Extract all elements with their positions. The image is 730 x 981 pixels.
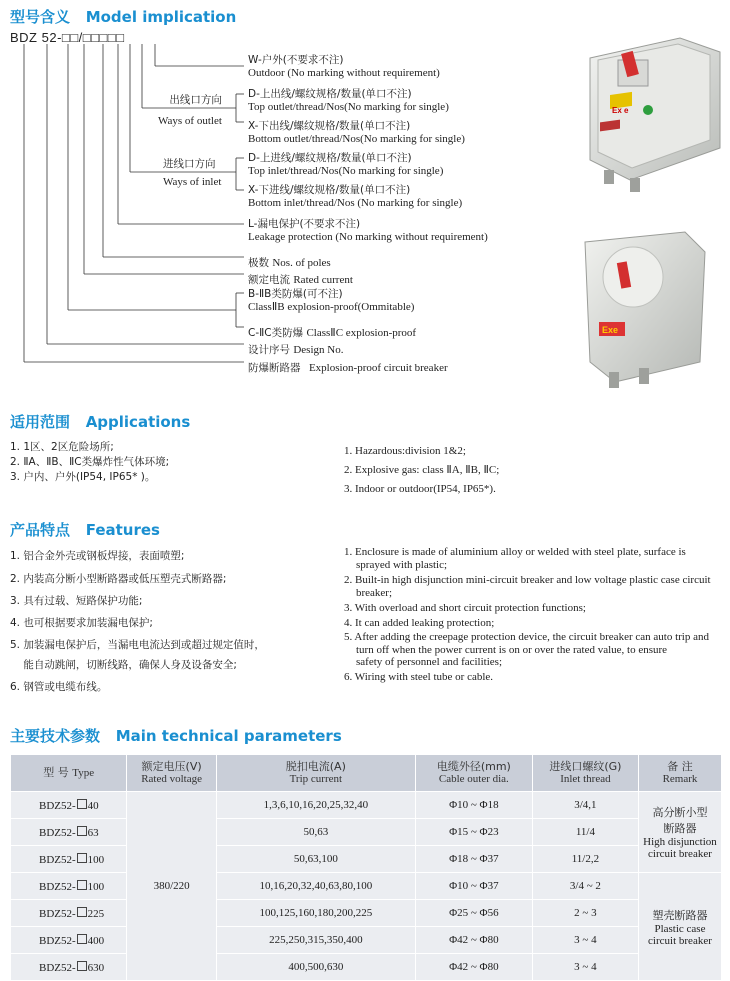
model-code: BDZ 52-□□/□□□□□: [10, 30, 125, 45]
table-row: BDZ52- 40 380/220 1,3,6,10,16,20,25,32,40 Φ10 ~ Φ18 3/4,1 高分断小型断路器 High disjunction circuit breaker: [11, 792, 722, 819]
model-item-class-c: C-ⅡC类防爆 ClassⅡC explosion-proof: [248, 327, 417, 339]
list-item: 1. Hazardous:division 1&2;: [344, 445, 466, 457]
model-item-bottom-outlet: X-下出线/螺纹规格/数量(单口不注) Bottom outlet/thread/Nos(No marking for single): [248, 120, 465, 145]
model-item-poles: 极数 Nos. of poles: [248, 257, 331, 269]
model-item-design-no: 设计序号 Design No.: [248, 344, 344, 356]
applications-list-cn: [10, 440, 169, 485]
header-cable: 电缆外径(mm) Cable outer dia.: [415, 755, 532, 792]
table-header-row: [11, 755, 722, 792]
exe-label-bottom: Exe: [602, 325, 619, 335]
list-item: 2. Explosive gas: class ⅡA, ⅡB, ⅡC;: [344, 464, 500, 476]
model-item-leakage: L-漏电保护(不要求不注) Leakage protection (No marking without requirement): [248, 218, 488, 243]
applications-heading: 适用范围 Applications: [10, 413, 191, 431]
list-item: 3. With overload and short circuit protection functions;: [344, 602, 586, 614]
model-heading: 型号含义 Model implication: [10, 8, 237, 26]
list-item: 3. 户内、户外(IP54, IP65* )。: [10, 471, 156, 483]
table-row: BDZ52- 63 50,63 Φ15 ~ Φ23 11/4: [11, 819, 722, 846]
model-item-explosion-proof: 防爆断路器 Explosion-proof circuit breaker: [248, 362, 448, 374]
header-trip: 脱扣电流(A) Trip current: [216, 755, 415, 792]
table-row: BDZ52- 225 100,125,160,180,200,225 Φ25 ~ Φ56 2 ~ 3: [11, 900, 722, 927]
feature-cn-4: 4. 也可根据要求加装漏电保护;: [10, 617, 153, 629]
list-item: 1. Enclosure is made of aluminium alloy or welded with steel plate, surface is sprayed with plastic;: [344, 546, 686, 571]
remark-mccb: 塑壳断路器 Plastic case circuit breaker: [638, 873, 721, 981]
header-voltage: 额定电压(V) Rated voltage: [127, 755, 216, 792]
applications-list-en: [344, 442, 499, 499]
table-row: BDZ52- 400 225,250,315,350,400 Φ42 ~ Φ80 3 ~ 4: [11, 927, 722, 954]
table-row: BDZ52- 100 10,16,20,32,40,63,80,100 Φ10 ~ Φ37 3/4 ~ 2 塑壳断路器 Plastic case circuit breaker: [11, 873, 722, 900]
product-image-top: [560, 30, 730, 200]
header-remark: 备 注 Remark: [638, 755, 721, 792]
features-heading: 产品特点 Features: [10, 521, 160, 539]
outlet-label: 出线口方向 Ways of outlet: [158, 94, 222, 127]
list-item: 4. It can added leaking protection;: [344, 616, 495, 629]
model-item-outdoor: W-户外(不要求不注) Outdoor (No marking without requirement): [248, 54, 440, 79]
feature-cn-5b: 能自动跳闸，切断线路，确保人身及设备安全;: [10, 659, 237, 671]
model-item-top-outlet: D-上出线/螺纹规格/数量(单口不注) Top outlet/thread/Nos(No marking for single): [248, 88, 449, 113]
inlet-label: 进线口方向 Ways of inlet: [163, 158, 222, 188]
params-table: [10, 754, 722, 981]
list-item: 6. Wiring with steel tube or cable.: [344, 670, 494, 683]
header-type: 型 号 Type: [11, 755, 127, 792]
features-list-en: [344, 546, 722, 683]
feature-cn-3: 3. 具有过载、短路保护功能;: [10, 595, 143, 607]
feature-cn-1: 1. 铝合金外壳或钢板焊接，表面喷塑;: [10, 550, 185, 562]
model-item-top-inlet: D-上进线/螺纹规格/数量(单口不注) Top inlet/thread/Nos(No marking for single): [248, 152, 444, 177]
list-item: 2. ⅡA、ⅡB、ⅡC类爆炸性气体环境;: [10, 456, 170, 468]
list-item: 2. Built-in high disjunction mini-circuit breaker and low voltage plastic case circuit breaker;: [344, 574, 711, 599]
header-thread: 进线口螺纹(G) Inlet thread: [532, 755, 638, 792]
list-item: 1. 1区、2区危险场所;: [10, 441, 114, 453]
table-row: BDZ52- 100 50,63,100 Φ18 ~ Φ37 11/2,2: [11, 846, 722, 873]
exe-label-top: Ex e: [612, 106, 629, 115]
voltage-cell: 380/220: [127, 792, 216, 981]
model-item-rated-current: 额定电流 Rated current: [248, 274, 353, 286]
model-item-bottom-inlet: X-下进线/螺纹规格/数量(单口不注) Bottom inlet/thread/Nos (No marking for single): [248, 184, 463, 209]
list-item: 5. After adding the creepage protection device, the circuit breaker can auto trip and turn off when the power current is on or over the rated value, to ensure safety of personnel and facilities;: [344, 631, 709, 668]
product-image-bottom: [555, 222, 730, 392]
params-heading: 主要技术参数 Main technical parameters: [10, 727, 342, 745]
model-item-class-b: B-ⅡB类防爆(可不注) ClassⅡB explosion-proof(Ommitable): [248, 288, 415, 313]
feature-cn-2: 2. 内装高分断小型断路器或低压塑壳式断路器;: [10, 573, 227, 585]
feature-cn-6: 6. 钢管或电缆布线。: [10, 681, 108, 693]
feature-cn-5: 5. 加装漏电保护后，当漏电电流达到或超过规定值时，: [10, 639, 265, 651]
list-item: 3. Indoor or outdoor(IP54, IP65*).: [344, 483, 496, 495]
remark-mcb: 高分断小型断路器 High disjunction circuit breaker: [638, 792, 721, 873]
table-row: BDZ52- 630 400,500,630 Φ42 ~ Φ80 3 ~ 4: [11, 954, 722, 981]
